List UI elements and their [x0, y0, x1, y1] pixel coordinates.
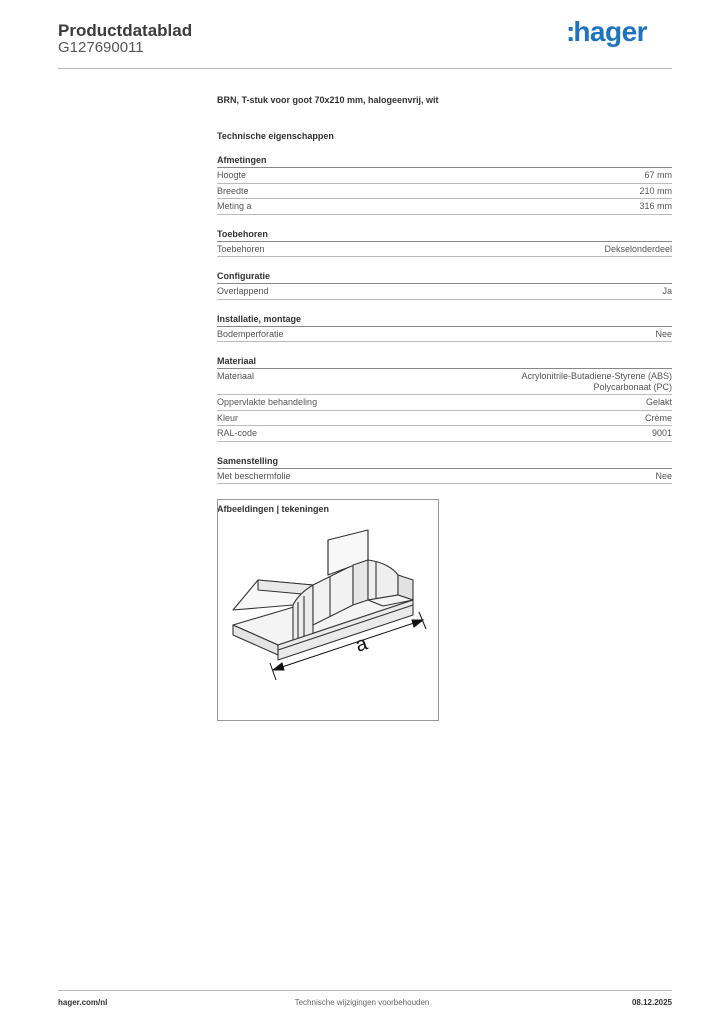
footer-date: 08.12.2025	[631, 998, 672, 1007]
property-value: 316 mm	[639, 201, 672, 211]
property-value: Crème	[644, 412, 672, 423]
property-value: Nee	[655, 470, 672, 481]
property-label: Bodemperforatie	[217, 328, 284, 339]
property-value-line: Polycarbonaat (PC)	[593, 381, 672, 392]
property-row	[217, 168, 672, 184]
property-label: Materiaal	[217, 371, 255, 381]
property-row	[217, 242, 672, 258]
group-installatie	[217, 314, 672, 343]
product-description: BRN, T-stuk voor goot 70x210 mm, halogeenvrij, wit	[217, 95, 439, 105]
property-value: Ja	[662, 286, 672, 296]
product-code: G127690011	[58, 39, 144, 56]
header-divider	[58, 68, 672, 69]
dimension-label: a	[352, 632, 371, 657]
property-value: Dekselonderdeel	[604, 243, 672, 254]
property-row	[217, 284, 672, 300]
hager-logo	[566, 16, 647, 48]
group-afmetingen	[217, 155, 672, 215]
document-title: Productdatablad	[58, 21, 193, 40]
property-value-line: Acrylonitrile-Butadiene-Styrene (ABS)	[521, 371, 672, 381]
property-label: Hoogte	[217, 170, 247, 180]
footer-divider	[58, 990, 672, 991]
footer-website[interactable]: hager.com/nl	[58, 998, 108, 1007]
property-row	[217, 395, 672, 411]
property-row	[217, 184, 672, 200]
property-label: Met beschermfolie	[217, 470, 291, 481]
property-label: RAL-code	[217, 428, 258, 438]
footer-disclaimer: Technische wijzigingen voorbehouden	[294, 998, 430, 1007]
property-value: 67 mm	[644, 170, 672, 180]
property-label: Overlappend	[217, 286, 269, 296]
figures-heading: Afbeeldingen | tekeningen	[217, 504, 330, 514]
group-samenstelling	[217, 456, 672, 485]
group-title: Samenstelling	[217, 456, 672, 469]
property-value: 210 mm	[639, 185, 672, 196]
property-value: 9001	[651, 428, 672, 438]
property-row	[217, 327, 672, 343]
property-row	[217, 469, 672, 485]
group-title: Afmetingen	[217, 155, 672, 168]
property-row	[217, 199, 672, 215]
property-value: Nee	[655, 328, 672, 339]
t-piece-drawing	[218, 500, 438, 720]
property-row	[217, 369, 672, 395]
datasheet-content	[217, 95, 672, 514]
logo-text: hager	[573, 16, 648, 47]
property-label: Breedte	[217, 185, 249, 196]
property-label: Oppervlakte behandeling	[217, 397, 318, 407]
property-value: Gelakt	[645, 397, 672, 407]
group-title: Installatie, montage	[217, 314, 672, 327]
property-value	[521, 371, 672, 392]
group-title: Toebehoren	[217, 229, 672, 242]
property-label: Meting a	[217, 201, 252, 211]
group-configuratie	[217, 271, 672, 300]
property-row	[217, 426, 672, 442]
product-drawing	[217, 499, 439, 721]
group-toebehoren	[217, 229, 672, 258]
property-label: Kleur	[217, 412, 239, 423]
group-title: Materiaal	[217, 356, 672, 369]
property-label: Toebehoren	[217, 243, 265, 254]
logo-colon: :	[566, 16, 574, 47]
property-row	[217, 411, 672, 427]
section-heading: Technische eigenschappen	[217, 131, 334, 141]
group-title: Configuratie	[217, 271, 672, 284]
group-materiaal	[217, 356, 672, 442]
